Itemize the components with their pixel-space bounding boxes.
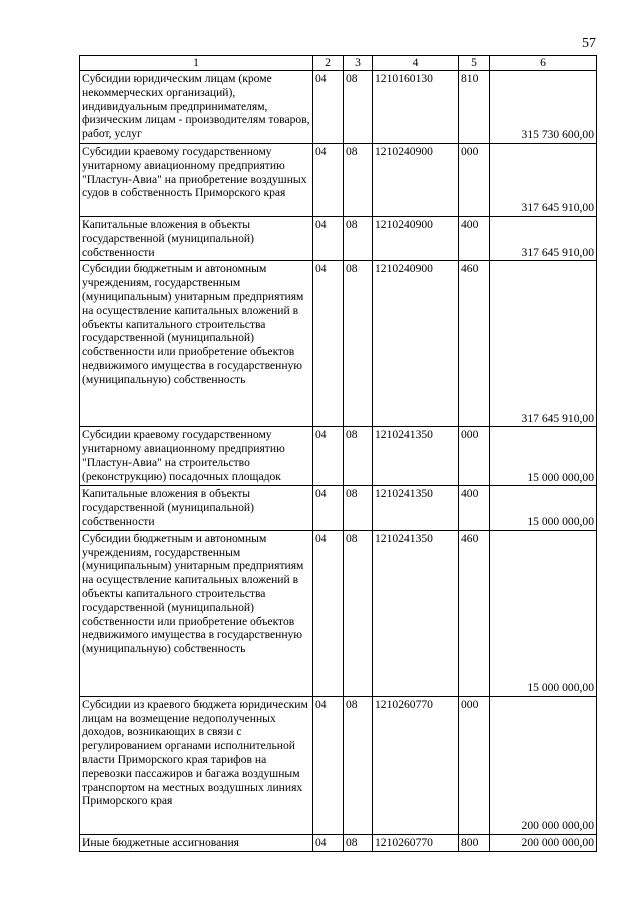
row-name: Субсидии краевому государственному унитарному авиационному предприятию "Пластун-Авиа" на строительство (реконструкцию) посадочных площадок (80, 427, 313, 486)
row-expense-type: 460 (459, 261, 490, 427)
table-header-row (80, 56, 597, 71)
row-subsection: 08 (344, 486, 373, 530)
page-number: 57 (582, 36, 596, 51)
row-expense-type: 400 (459, 217, 490, 261)
row-amount: 317 645 910,00 (490, 261, 597, 427)
row-subsection: 08 (344, 834, 373, 851)
row-subsection: 08 (344, 217, 373, 261)
row-section: 04 (313, 834, 344, 851)
row-amount: 15 000 000,00 (490, 486, 597, 530)
row-target-code: 1210160130 (373, 71, 459, 144)
table-row (80, 834, 597, 851)
table-row (80, 261, 597, 427)
row-target-code: 1210241350 (373, 427, 459, 486)
row-section: 04 (313, 144, 344, 217)
row-name: Иные бюджетные ассигнования (80, 834, 313, 851)
row-subsection: 08 (344, 144, 373, 217)
row-expense-type: 000 (459, 696, 490, 834)
row-amount: 200 000 000,00 (490, 834, 597, 851)
row-subsection: 08 (344, 530, 373, 696)
row-section: 04 (313, 217, 344, 261)
row-name: Субсидии юридическим лицам (кроме некоммерческих организаций), индивидуальным предпринимателям, физическим лицам - производителям товаров, работ, услуг (80, 71, 313, 144)
row-expense-type: 400 (459, 486, 490, 530)
row-expense-type: 800 (459, 834, 490, 851)
table-row (80, 71, 597, 144)
row-name: Капитальные вложения в объекты государственной (муниципальной) собственности (80, 486, 313, 530)
row-name: Капитальные вложения в объекты государственной (муниципальной) собственности (80, 217, 313, 261)
row-expense-type: 460 (459, 530, 490, 696)
row-expense-type: 000 (459, 427, 490, 486)
table-row (80, 427, 597, 486)
table-row (80, 696, 597, 834)
table-row (80, 486, 597, 530)
header-cell: 4 (373, 56, 459, 71)
row-name: Субсидии бюджетным и автономным учреждениям, государственным (муниципальным) унитарным предприятиям на осуществление капитальных вложений в объекты капитального строительства государственной (муниципальной) собственности или приобретение объектов недвижимого имущества в государственную (муниципальную) собственность (80, 530, 313, 696)
row-amount: 15 000 000,00 (490, 427, 597, 486)
header-cell: 3 (344, 56, 373, 71)
row-section: 04 (313, 261, 344, 427)
row-amount: 317 645 910,00 (490, 144, 597, 217)
row-section: 04 (313, 71, 344, 144)
table-row (80, 144, 597, 217)
row-subsection: 08 (344, 427, 373, 486)
row-target-code: 1210240900 (373, 217, 459, 261)
budget-table (79, 55, 597, 852)
row-amount: 15 000 000,00 (490, 530, 597, 696)
row-subsection: 08 (344, 71, 373, 144)
header-cell: 5 (459, 56, 490, 71)
row-expense-type: 810 (459, 71, 490, 144)
row-target-code: 1210260770 (373, 834, 459, 851)
header-cell: 6 (490, 56, 597, 71)
header-cell: 2 (313, 56, 344, 71)
row-section: 04 (313, 486, 344, 530)
row-amount: 200 000 000,00 (490, 696, 597, 834)
row-amount: 315 730 600,00 (490, 71, 597, 144)
row-target-code: 1210240900 (373, 261, 459, 427)
row-section: 04 (313, 696, 344, 834)
row-name: Субсидии бюджетным и автономным учреждениям, государственным (муниципальным) унитарным предприятиям на осуществление капитальных вложений в объекты капитального строительства государственной (муниципальной) собственности или приобретение объектов недвижимого имущества в государственную (муниципальную) собственность (80, 261, 313, 427)
row-subsection: 08 (344, 261, 373, 427)
row-section: 04 (313, 427, 344, 486)
row-expense-type: 000 (459, 144, 490, 217)
row-name: Субсидии из краевого бюджета юридическим лицам на возмещение недополученных доходов, возникающих в связи с регулированием органами исполнительной власти Приморского края тарифов на перевозки пассажиров и багажа воздушным транспортом на местных воздушных линиях Приморского края (80, 696, 313, 834)
row-target-code: 1210240900 (373, 144, 459, 217)
row-name: Субсидии краевому государственному унитарному авиационному предприятию "Пластун-Авиа" на приобретение воздушных судов в собственность Приморского края (80, 144, 313, 217)
table-row (80, 530, 597, 696)
header-cell: 1 (80, 56, 313, 71)
row-section: 04 (313, 530, 344, 696)
row-subsection: 08 (344, 696, 373, 834)
table-row (80, 217, 597, 261)
row-target-code: 1210260770 (373, 696, 459, 834)
row-target-code: 1210241350 (373, 530, 459, 696)
row-amount: 317 645 910,00 (490, 217, 597, 261)
row-target-code: 1210241350 (373, 486, 459, 530)
